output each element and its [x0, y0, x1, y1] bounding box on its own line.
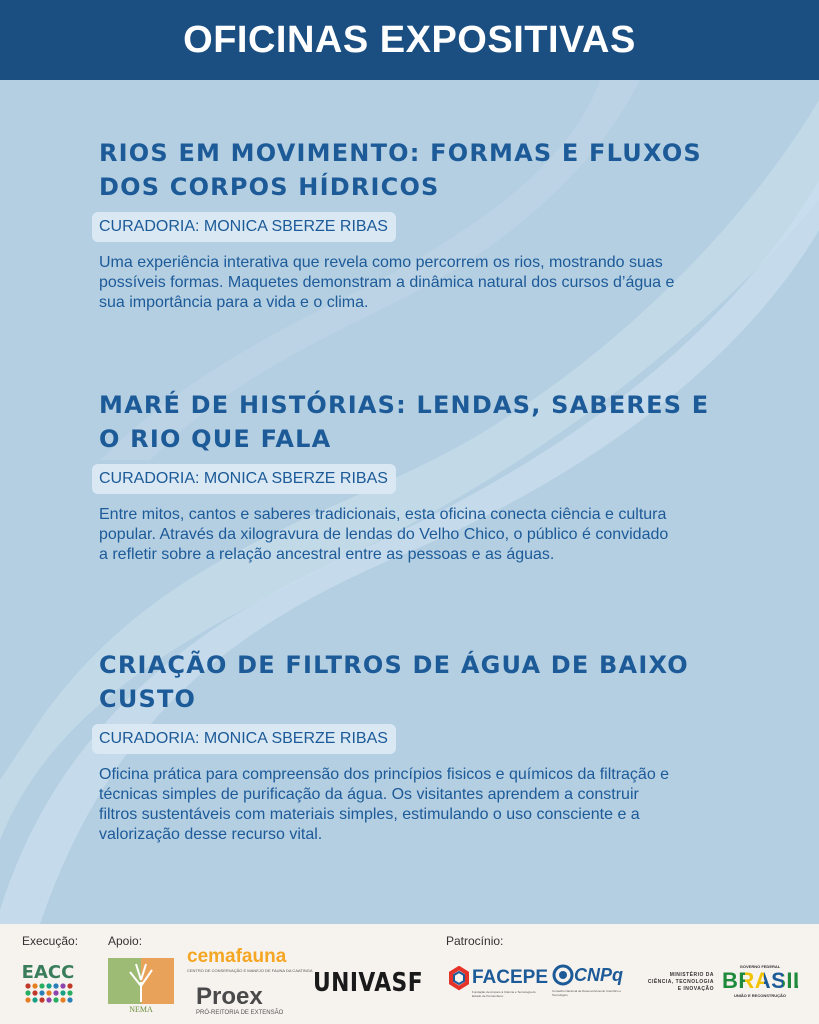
curator-badge: CURADORIA: MONICA SBERZE RIBAS: [92, 464, 396, 494]
workshop-section-3: [99, 648, 739, 845]
description-line: Uma experiência interativa que revela como percorrem os rios, mostrando suas: [99, 254, 663, 271]
description-line: possíveis formas. Maquetes demonstram a dinâmica natural dos cursos d’água e: [99, 274, 675, 291]
cemafauna-logo-text: cemafauna: [187, 946, 287, 967]
workshop-section-2: [99, 388, 739, 565]
page-title: OFICINAS EXPOSITIVAS: [183, 18, 636, 61]
workshop-section-1: [99, 136, 739, 313]
nema-logo: [108, 956, 174, 1018]
cnpq-logo: [552, 964, 632, 1004]
governo-federal-logo: [722, 964, 807, 1010]
workshop-title-line: DOS CORPOS HÍDRICOS: [99, 173, 440, 201]
workshop-title-line: CUSTO: [99, 685, 197, 713]
ministerio-line: MINISTÉRIO DA: [669, 972, 714, 978]
eacc-logo-text: EACC: [22, 962, 74, 983]
workshop-title: [99, 648, 739, 716]
proex-logo: [196, 984, 296, 1020]
description-line: filtros sustentáveis com materiais simples, estimulando o uso consciente e a: [99, 806, 640, 823]
univasf-logo: [313, 968, 437, 998]
description-line: técnicas simples de purificação da água. Os visitantes aprendem a construir: [99, 786, 639, 803]
description-line: valorização desse recurso vital.: [99, 826, 323, 843]
page-header: [0, 0, 819, 80]
proex-subtitle: PRÓ-REITORIA DE EXTENSÃO: [196, 1010, 284, 1016]
description-line: a refletir sobre a relação ancestral entre as pessoas e as águas.: [99, 546, 555, 563]
description-line: sua importância para a vida e o clima.: [99, 294, 369, 311]
nema-logo-text: NEMA: [129, 1005, 153, 1014]
ministerio-line: E INOVAÇÃO: [677, 986, 714, 992]
brasil-text: BRASIL: [722, 968, 807, 993]
facepe-logo: [448, 966, 549, 1002]
facepe-logo-text: FACEPE: [472, 967, 549, 988]
description-line: Oficina prática para compreensão dos princípios fisicos e químicos da filtração e: [99, 766, 670, 783]
execucao-label: Execução:: [22, 934, 79, 948]
curator-badge: CURADORIA: MONICA SBERZE RIBAS: [92, 724, 396, 754]
workshop-title-line: O RIO QUE FALA: [99, 425, 332, 453]
patrocinio-label: Patrocínio:: [446, 934, 504, 948]
ministerio-line: CIÊNCIA, TECNOLOGIA: [647, 979, 714, 985]
workshop-description: [99, 765, 739, 845]
workshop-description: [99, 505, 739, 565]
workshop-description: [99, 253, 739, 313]
workshop-title-line: CRIAÇÃO DE FILTROS DE ÁGUA DE BAIXO: [99, 651, 689, 679]
description-line: popular. Através da xilogravura de lendas do Velho Chico, o público é convidado: [99, 526, 669, 543]
apoio-label: Apoio:: [108, 934, 143, 948]
ministerio-logo: [646, 972, 714, 996]
workshop-title-line: MARÉ DE HISTÓRIAS: LENDAS, SABERES E: [99, 391, 710, 419]
proex-logo-text: Proex: [196, 983, 263, 1010]
facepe-subtitle: Fundação de Amparo à Ciência e Tecnologia do Estado de Pernambuco: [472, 990, 536, 998]
cemafauna-logo: [187, 946, 313, 976]
cnpq-logo-text: CNPq: [574, 965, 623, 985]
workshop-title: [99, 388, 739, 456]
cnpq-subtitle: Conselho Nacional de Desenvolvimento Científico e Tecnológico: [552, 989, 622, 997]
governo-federal-text: GOVERNO FEDERAL: [739, 964, 781, 969]
uniao-reconstrucao-text: UNIÃO E RECONSTRUÇÃO: [733, 993, 786, 998]
footer: [0, 924, 819, 1024]
main-content: [0, 80, 819, 924]
workshop-title: [99, 136, 739, 204]
workshop-title-line: RIOS EM MOVIMENTO: FORMAS E FLUXOS: [99, 139, 702, 167]
univasf-logo-text: UNIVASF: [313, 968, 424, 998]
curator-badge: CURADORIA: MONICA SBERZE RIBAS: [92, 212, 396, 242]
eacc-logo: [22, 956, 74, 1008]
description-line: Entre mitos, cantos e saberes tradicionais, esta oficina conecta ciência e cultura: [99, 506, 667, 523]
cemafauna-subtitle: CENTRO DE CONSERVAÇÃO E MANEJO DE FAUNA DA CAATINGA: [187, 968, 313, 973]
